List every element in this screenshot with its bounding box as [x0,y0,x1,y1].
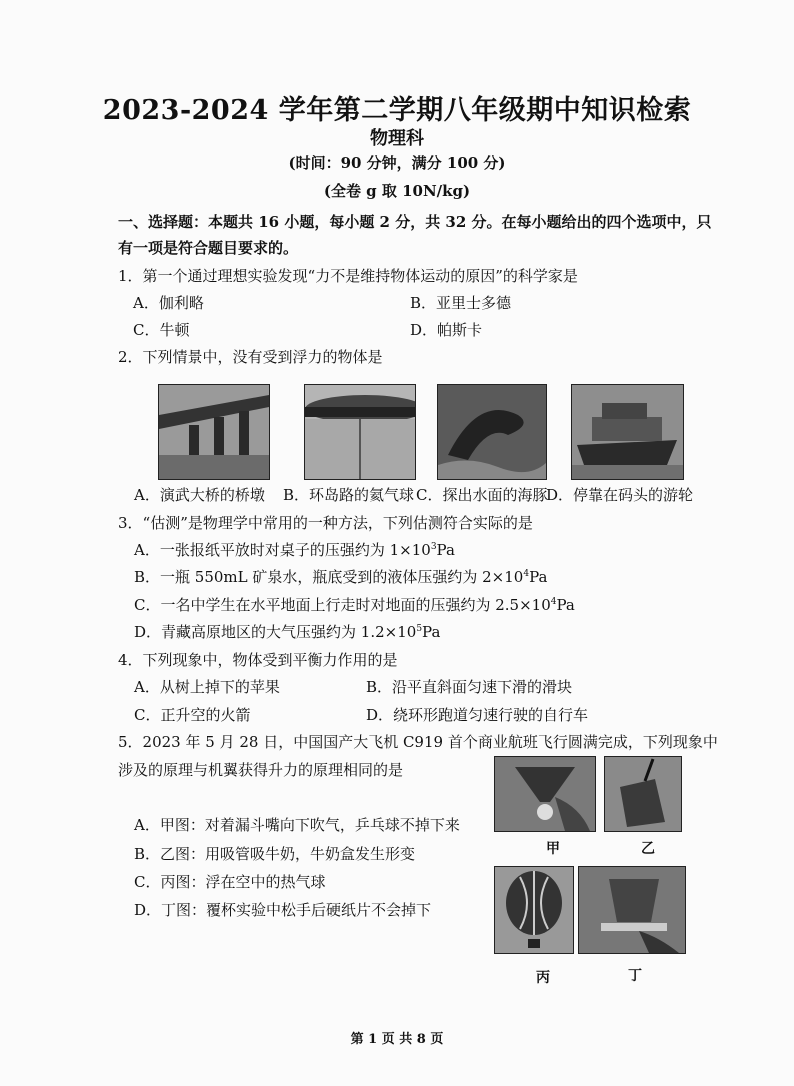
cruise-ship-photo [571,384,684,480]
q5-stem-2: 涉及的原理与机翼获得升力的原理相同的是 [118,761,404,779]
q3-c-unit: Pa [556,596,575,614]
label-bing: 丙 [536,970,550,986]
q4-option-c: C．正升空的火箭 [134,706,251,724]
milk-box-straw-photo [604,756,682,832]
q1-option-b: B．亚里士多德 [410,294,512,312]
inverted-cup-photo [578,866,686,954]
label-ding: 丁 [628,968,642,984]
q4-option-d: D．绕环形跑道匀速行驶的自行车 [366,706,589,724]
q5-option-a: A．甲图：对着漏斗嘴向下吹气，乒乓球不掉下来 [134,816,460,834]
q2-stem: 2．下列情景中，没有受到浮力的物体是 [118,348,383,366]
q5-stem-1: 5．2023 年 5 月 28 日，中国国产大飞机 C919 首个商业航班飞行圆满完成，下列现象中 [118,733,718,751]
q3-d-unit: Pa [422,623,441,641]
q5-option-c: C．丙图：浮在空中的热气球 [134,873,326,891]
q3-a-text: A．一张报纸平放时对桌子的压强约为 1×10 [134,541,431,559]
dolphin-photo [437,384,547,480]
q1-option-c: C．牛顿 [133,321,190,339]
q5-option-d: D．丁图：覆杯实验中松手后硬纸片不会掉下 [134,901,432,919]
q3-option-d [134,621,440,642]
section-intro-1: 一、选择题：本题共 16 小题，每小题 2 分，共 32 分。在每小题给出的四个选项中，只 [118,213,712,231]
funnel-pingpong-photo [494,756,596,832]
section-intro-2: 有一项是符合题目要求的。 [118,239,299,257]
q3-d-text: D．青藏高原地区的大气压强约为 1.2×10 [134,623,417,641]
q3-d-exponent: 5 [416,624,423,634]
q2-option-a: A．演武大桥的桥墩 [134,486,265,504]
page-footer: 第 1 页 共 8 页 [350,1032,444,1047]
q3-option-c [134,594,575,615]
q2-option-d: D．停靠在码头的游轮 [546,486,694,504]
q3-b-exponent: 4 [523,569,530,579]
q4-option-a: A．从树上掉下的苹果 [134,678,280,696]
subject-title: 物理科 [370,128,424,149]
q3-stem: 3．“估测”是物理学中常用的一种方法，下列估测符合实际的是 [118,514,533,532]
q3-b-unit: Pa [529,568,548,586]
q4-stem: 4．下列现象中，物体受到平衡力作用的是 [118,651,398,669]
q3-option-a [134,539,455,560]
hot-air-balloon-photo [494,866,574,954]
gravity-info: (全卷 g 取 10N/kg) [323,182,471,200]
q3-a-exponent: 3 [430,542,437,552]
q3-option-b [134,566,547,587]
q3-c-exponent: 4 [550,597,557,607]
q3-a-unit: Pa [436,541,455,559]
label-yi: 乙 [641,841,655,857]
helium-balloon-photo [304,384,416,480]
q4-option-b: B．沿平直斜面匀速下滑的滑块 [366,678,573,696]
q2-option-c: C．探出水面的海豚 [416,486,548,504]
q2-option-b: B．环岛路的氦气球 [283,486,415,504]
label-jia: 甲 [546,841,560,857]
q5-option-b: B．乙图：用吸管吸牛奶，牛奶盒发生形变 [134,845,416,863]
q1-stem: 1．第一个通过理想实验发现“力不是维持物体运动的原因”的科学家是 [118,267,578,285]
time-info: (时间：90 分钟，满分 100 分) [288,154,506,172]
q3-b-text: B．一瓶 550mL 矿泉水，瓶底受到的液体压强约为 2×10 [134,568,524,586]
bridge-pier-photo [158,384,270,480]
q3-c-text: C．一名中学生在水平地面上行走时对地面的压强约为 2.5×10 [134,596,551,614]
q1-option-d: D．帕斯卡 [410,321,483,339]
q1-option-a: A．伽利略 [133,294,204,312]
exam-title: 2023-2024 学年第二学期八年级期中知识检索 [102,95,692,126]
